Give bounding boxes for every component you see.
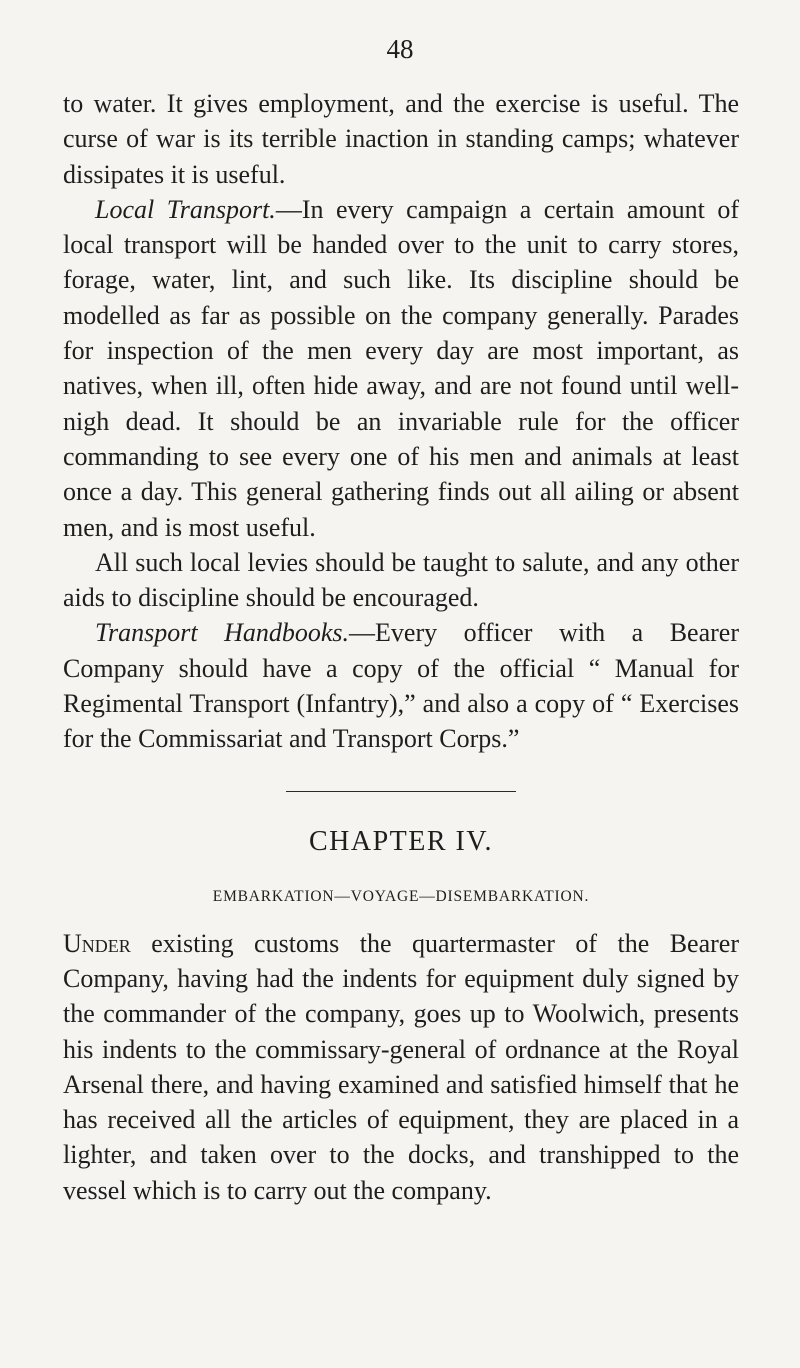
paragraph-text: existing customs the quartermaster of the Bearer Company, having had the indents for equipment duly signed by the commander of the company, goes up to Woolwich, presents his indents to the commissary-general of ordnance at the Royal Arsenal there, and having examined and satisfied himself that he has received all the articles of equipment, they are placed in a lighter, and taken over to the docks, and transhipped to the vessel which is to carry out the company. <box>63 928 739 1205</box>
paragraph-text: —In every campaign a certain amount of local transport will be handed over to the unit to carry stores, forage, water, lint, and such like. Its discipline should be modelled as far as possible on the company generally. Parades for inspection of the men every day are most important, as natives, when ill, often hide away, and are not found until well-nigh dead. It should be an invariable rule for the officer commanding to see every one of his men and animals at least once a day. This general gathering finds out all ailing or absent men, and is most useful. <box>63 194 740 542</box>
page-number: 48 <box>386 34 414 64</box>
chapter-title: CHAPTER IV. <box>308 825 493 857</box>
chapter-opening-paragraph <box>63 926 739 1208</box>
chapter-opening-word: Under <box>63 928 131 958</box>
section-divider <box>286 791 516 792</box>
paragraph-text: —Every officer with a Bearer Company should have a copy of the official “ Manual for Regimental Transport (Infantry),” and also a copy of “ Exercises for the Commissariat and Transport Corps.” <box>63 618 739 754</box>
paragraph-text: All such local levies should be taught to salute, and any other aids to discipline should be encouraged. <box>63 547 739 613</box>
chapter-subtitle: EMBARKATION—VOYAGE—DISEMBARKATION. <box>212 887 590 905</box>
paragraph-local-levies <box>63 545 739 616</box>
paragraph-continuation <box>63 86 739 192</box>
paragraph-text: to water. It gives employment, and the exercise is useful. The curse of war is its terrible inaction in standing camps; whatever dissipates it is useful. <box>63 89 739 189</box>
paragraph-transport-handbooks <box>63 615 739 756</box>
paragraph-heading: Local Transport. <box>95 194 276 224</box>
paragraph-heading: Transport Handbooks. <box>95 618 350 648</box>
text-column <box>63 86 739 1208</box>
paragraph-local-transport <box>63 192 739 545</box>
